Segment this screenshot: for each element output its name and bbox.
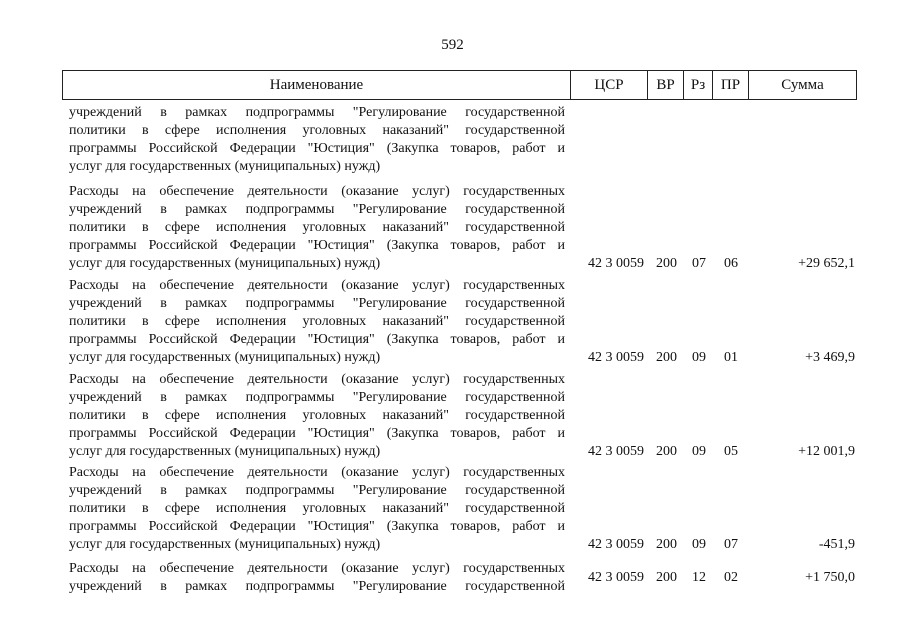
row-name-line: учреждений в рамках подпрограммы "Регулирование государственной [69,202,565,217]
table-header [62,70,857,100]
row-vr: 200 [656,537,677,552]
row-pr: 07 [724,537,738,552]
row-pr: 02 [724,570,738,585]
row-name [69,183,565,273]
row-name-line: Расходы на обеспечение деятельности (оказание услуг) государственных [69,465,565,480]
row-name-line: услуг для государственных (муниципальных) нужд) [69,159,381,174]
row-name-line: учреждений в рамках подпрограммы "Регулирование государственной [69,105,565,120]
row-pr: 06 [724,256,738,271]
header-sum: Сумма [781,77,824,93]
row-sum: +1 750,0 [805,570,855,585]
row-name-line: услуг для государственных (муниципальных) нужд) [69,256,381,271]
row-vr: 200 [656,350,677,365]
row-name-line: учреждений в рамках подпрограммы "Регулирование государственной [69,390,565,405]
row-name [69,277,565,367]
row-name-line: политики в сфере исполнения уголовных наказаний" государственной [69,408,565,423]
row-name [69,371,565,461]
row-name-line: Расходы на обеспечение деятельности (оказание услуг) государственных [69,278,565,293]
row-vr: 200 [656,570,677,585]
row-sum: +3 469,9 [805,350,855,365]
header-rz: Рз [690,77,706,93]
row-name-line: программы Российской Федерации "Юстиция" (Закупка товаров, работ и [69,332,565,347]
row-name-line: политики в сфере исполнения уголовных наказаний" государственной [69,123,565,138]
header-vr: ВР [656,77,675,93]
row-name-line: программы Российской Федерации "Юстиция" (Закупка товаров, работ и [69,426,565,441]
page-number: 592 [441,37,464,53]
row-name-line: услуг для государственных (муниципальных) нужд) [69,537,381,552]
row-csr: 42 3 0059 [588,350,644,365]
row-rz: 09 [692,444,706,459]
row-name-line: политики в сфере исполнения уголовных наказаний" государственной [69,314,565,329]
row-name [69,104,565,176]
row-csr: 42 3 0059 [588,256,644,271]
header-csr: ЦСР [594,77,624,93]
row-sum: +12 001,9 [798,444,855,459]
row-pr: 05 [724,444,738,459]
row-name-line: политики в сфере исполнения уголовных наказаний" государственной [69,501,565,516]
row-name-line: программы Российской Федерации "Юстиция" (Закупка товаров, работ и [69,519,565,534]
row-name-line: Расходы на обеспечение деятельности (оказание услуг) государственных [69,561,565,576]
row-name-line: услуг для государственных (муниципальных) нужд) [69,444,381,459]
row-rz: 09 [692,537,706,552]
row-name-line: учреждений в рамках подпрограммы "Регулирование государственной [69,296,565,311]
row-rz: 07 [692,256,706,271]
row-name-line: учреждений в рамках подпрограммы "Регулирование государственной [69,483,565,498]
row-rz: 09 [692,350,706,365]
row-name-line: услуг для государственных (муниципальных) нужд) [69,350,381,365]
header-pr: ПР [720,77,741,93]
row-csr: 42 3 0059 [588,537,644,552]
row-name-line: программы Российской Федерации "Юстиция" (Закупка товаров, работ и [69,141,565,156]
row-vr: 200 [656,444,677,459]
row-name [69,560,565,596]
row-csr: 42 3 0059 [588,444,644,459]
row-pr: 01 [724,350,738,365]
row-name-line: программы Российской Федерации "Юстиция" (Закупка товаров, работ и [69,238,565,253]
row-name-line: Расходы на обеспечение деятельности (оказание услуг) государственных [69,184,565,199]
row-rz: 12 [692,570,706,585]
row-name-line: учреждений в рамках подпрограммы "Регулирование государственной [69,579,565,594]
row-vr: 200 [656,256,677,271]
row-name [69,464,565,554]
row-name-line: Расходы на обеспечение деятельности (оказание услуг) государственных [69,372,565,387]
row-sum: +29 652,1 [798,256,855,271]
header-name: Наименование [269,77,364,93]
row-csr: 42 3 0059 [588,570,644,585]
row-name-line: политики в сфере исполнения уголовных наказаний" государственной [69,220,565,235]
row-sum: -451,9 [818,537,855,552]
